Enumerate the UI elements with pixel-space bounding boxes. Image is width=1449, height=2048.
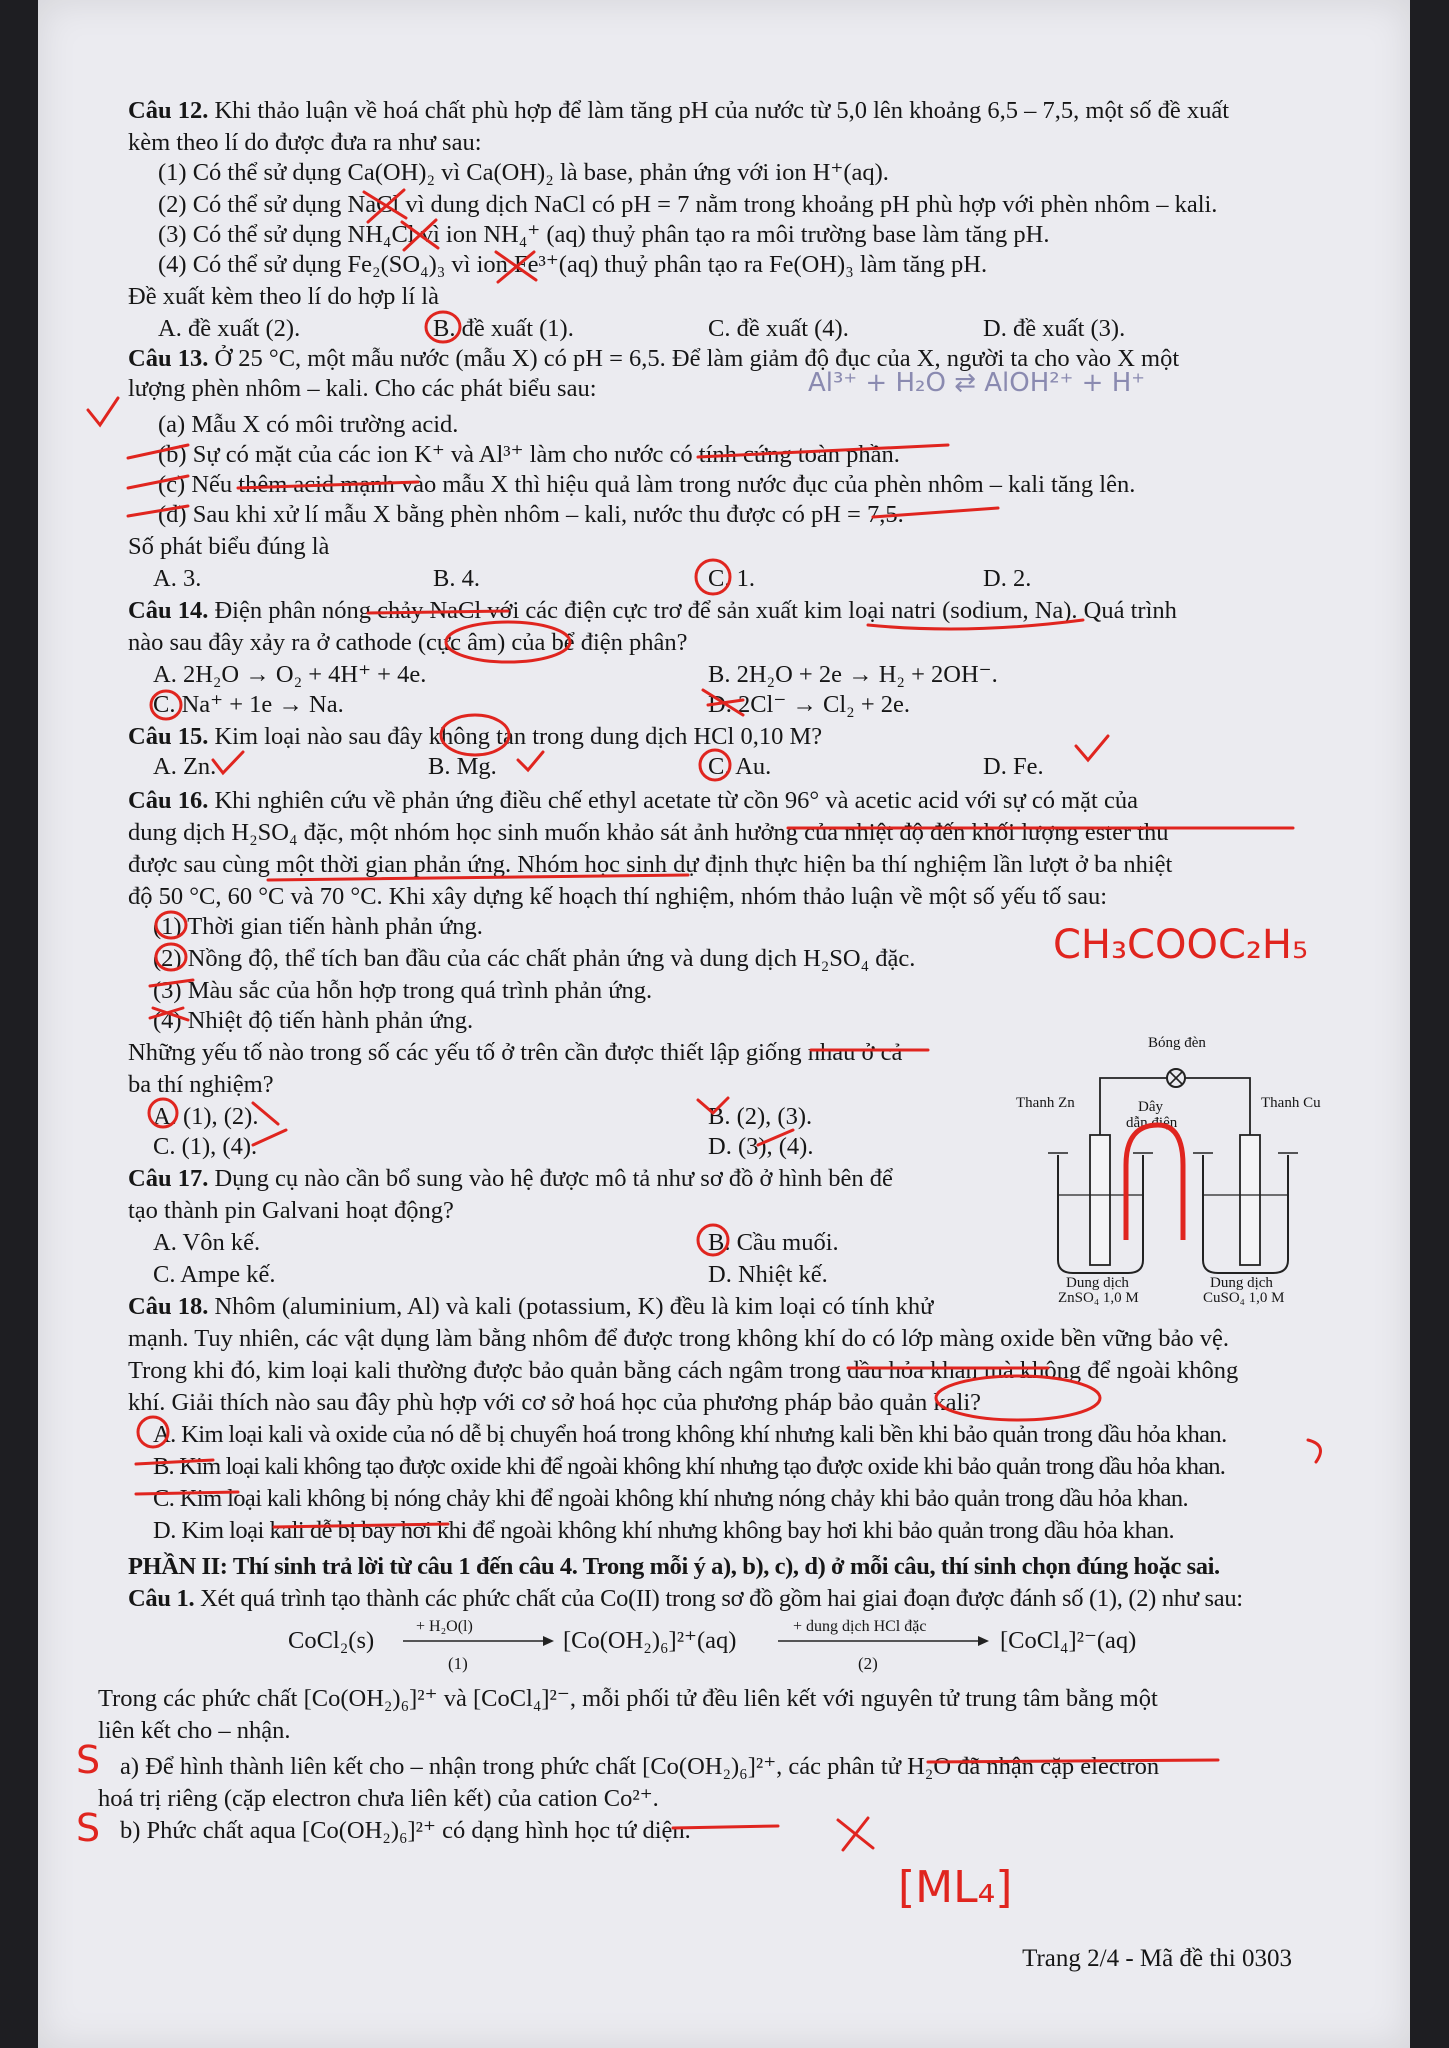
q13-option-d: D. 2. (983, 565, 1032, 592)
q14-option-a: A. 2H₂O → O₂ + 4H⁺ + 4e. (153, 661, 427, 688)
figure-label-solution-1-formula: ZnSO₄ 1,0 M (1058, 1290, 1139, 1306)
q18-text-2: mạnh. Tuy nhiên, các vật dụng làm bằng nhôm để được trong không khí do có lớp màng oxide bền vững bảo vệ. (128, 1325, 1230, 1352)
q12-proposal-2: (2) Có thể sử dụng NaCl vì dung dịch NaCl có pH = 7 nằm trong khoảng pH phù hợp với phèn nhôm – kali. (158, 191, 1218, 218)
q16-text-1: Câu 16. Khi nghiên cứu về phản ứng điều chế ethyl acetate từ cồn 96° và acetic acid với sự có mặt của (128, 787, 1138, 814)
q16-text-2: dung dịch H₂SO₄ đặc, một nhóm học sinh muốn khảo sát ảnh hưởng của nhiệt độ đến khối lượng ester thu (128, 819, 1169, 846)
q15-option-a: A. Zn. (153, 753, 217, 780)
q12-proposal-3: (3) Có thể sử dụng NH₄Cl vì ion NH₄⁺ (aq) thuỷ phân tạo ra môi trường base làm tăng pH. (158, 221, 1050, 248)
q17-option-d: D. Nhiệt kế. (708, 1261, 828, 1288)
eq-product: [CoCl₄]²⁻(aq) (1000, 1627, 1137, 1654)
eq-arrow2-top: + dung dịch HCl đặc (793, 1618, 927, 1635)
q16-text-3: được sau cùng một thời gian phản ứng. Nhóm học sinh dự định thực hiện ba thí nghiệm lần lượt ở ba nhiệt (128, 851, 1173, 878)
handwritten-false-b: S (76, 1806, 101, 1850)
q13-option-c: C. 1. (708, 565, 755, 592)
q12-proposal-4: (4) Có thể sử dụng Fe₂(SO₄)₃ vì ion Fe³⁺(aq) thuỷ phân tạo ra Fe(OH)₃ làm tăng pH. (158, 251, 988, 278)
q16-factor-3: (3) Màu sắc của hỗn hợp trong quá trình phản ứng. (153, 977, 653, 1004)
eq-intermediate: [Co(OH₂)₆]²⁺(aq) (563, 1627, 737, 1654)
figure-label-wire-1: Dây (1138, 1099, 1163, 1115)
q17-option-b: B. Cầu muối. (708, 1229, 839, 1256)
figure-label-cu: Thanh Cu (1261, 1095, 1321, 1111)
part2-q1-text-1: Trong các phức chất [Co(OH₂)₆]²⁺ và [CoCl₄]²⁻, mỗi phối tử đều liên kết với nguyên tử trung tâm bằng một (98, 1685, 1158, 1712)
q13-intro-2: lượng phèn nhôm – kali. Cho các phát biểu sau: (128, 375, 597, 402)
q12-option-b: B. đề xuất (1). (433, 315, 574, 342)
q17-text-1: Câu 17. Dụng cụ nào cần bổ sung vào hệ được mô tả như sơ đồ ở hình bên để (128, 1165, 893, 1192)
q18-option-b: B. Kim loại kali không tạo được oxide khi để ngoài không khí nhưng tạo được oxide khi bảo quản trong dầu hỏa khan. (153, 1453, 1226, 1480)
circle-answer-q14 (151, 691, 181, 719)
q13-option-a: A. 3. (153, 565, 202, 592)
q12-option-c: C. đề xuất (4). (708, 315, 849, 342)
q13-statement-d: (d) Sau khi xử lí mẫu X bằng phèn nhôm – kali, nước thu được có pH = 7,5. (158, 501, 904, 528)
page-footer: Trang 2/4 - Mã đề thi 0303 (1022, 1945, 1292, 1972)
figure-label-wire-2: dẫn điện (1126, 1115, 1178, 1131)
part2-q1-statement-a-1: a) Để hình thành liên kết cho – nhận trong phức chất [Co(OH₂)₆]²⁺, các phân tử H₂O đã nhận cặp electron (120, 1753, 1160, 1780)
q14-option-b: B. 2H₂O + 2e → H₂ + 2OH⁻. (708, 661, 998, 688)
circle-answer-q13 (696, 560, 730, 594)
exam-page (38, 0, 1410, 2048)
q12-option-d: D. đề xuất (3). (983, 315, 1126, 342)
handwritten-marks (38, 0, 1410, 2048)
eq-arrow1-bottom: (1) (448, 1654, 468, 1673)
q18-text-3: Trong khi đó, kim loại kali thường được bảo quản bằng cách ngâm trong dầu hỏa khan mà không để ngoài không (128, 1357, 1239, 1384)
figure-label-zn: Thanh Zn (1016, 1095, 1075, 1111)
part2-q1-text-2: liên kết cho – nhận. (98, 1717, 291, 1744)
circle-answer-q17 (698, 1225, 728, 1255)
q13-statement-b: (b) Sự có mặt của các ion K⁺ và Al³⁺ làm cho nước có tính cứng toàn phần. (158, 441, 900, 468)
q14-intro-1: Câu 14. Điện phân nóng chảy NaCl với các điện cực trơ để sản xuất kim loại natri (sodium, Na). Quá trình (128, 597, 1177, 624)
circle-answer-q16 (149, 1099, 177, 1127)
q15-intro: Câu 15. Kim loại nào sau đây không tan trong dung dịch HCl 0,10 M? (128, 723, 823, 750)
q16-option-d: D. (3), (4). (708, 1133, 814, 1160)
handwritten-equation: Al³⁺ + H₂O ⇄ AlOH²⁺ + H⁺ (808, 368, 1145, 398)
circle-answer-q15 (700, 750, 730, 780)
q16-option-c: C. (1), (4). (153, 1133, 258, 1160)
eq-arrow2-bottom: (2) (858, 1654, 878, 1673)
figure-label-solution-1: Dung dịch (1066, 1275, 1129, 1291)
q13-question: Số phát biểu đúng là (128, 533, 330, 560)
figure-label-solution-2: Dung dịch (1210, 1275, 1273, 1291)
q13-intro-1: Câu 13. Ở 25 °C, một mẫu nước (mẫu X) có pH = 6,5. Để làm giảm độ đục của X, người ta cho vào X một (128, 345, 1180, 372)
circle-answer-q18 (138, 1417, 168, 1447)
q13-statement-c: (c) Nếu thêm acid mạnh vào mẫu X thì hiệu quả làm trong nước đục của phèn nhôm – kali tăng lên. (158, 471, 1136, 498)
q17-text-2: tạo thành pin Galvani hoạt động? (128, 1197, 454, 1224)
q12-question: Đề xuất kèm theo lí do hợp lí là (128, 283, 439, 310)
q18-text-1: Câu 18. Nhôm (aluminium, Al) và kali (potassium, K) đều là kim loại có tính khử (128, 1293, 934, 1320)
q18-text-4: khí. Giải thích nào sau đây phù hợp với cơ sở hoá học của phương pháp bảo quản kali? (128, 1389, 982, 1416)
q12-proposal-1: (1) Có thể sử dụng Ca(OH)₂ vì Ca(OH)₂ là base, phản ứng với ion H⁺(aq). (158, 159, 889, 186)
q16-text-4: độ 50 °C, 60 °C và 70 °C. Khi xây dựng kế hoạch thí nghiệm, nhóm thảo luận về một số yếu tố sau: (128, 883, 1108, 910)
q16-option-a: A. (1), (2). (153, 1103, 259, 1130)
handwritten-false-a: S (76, 1738, 101, 1782)
q15-option-b: B. Mg. (428, 753, 497, 780)
q18-option-c: C. Kim loại kali không bị nóng chảy khi để ngoài không khí nhưng nóng chảy khi bảo quản trong dầu hỏa khan. (153, 1485, 1189, 1512)
handwritten-ester-formula: CH₃COOC₂H₅ (1053, 922, 1309, 968)
q12-intro-2: kèm theo lí do được đưa ra như sau: (128, 129, 482, 156)
q18-option-a: A. Kim loại kali và oxide của nó dễ bị chuyển hoá trong không khí nhưng kali bền khi bảo quản trong dầu hỏa khan. (153, 1421, 1227, 1448)
q16-factor-4: (4) Nhiệt độ tiến hành phản ứng. (153, 1007, 474, 1034)
part2-q1-statement-a-2: hoá trị riêng (cặp electron chưa liên kết) của cation Co²⁺. (98, 1785, 659, 1812)
q13-statement-a: (a) Mẫu X có môi trường acid. (158, 411, 459, 438)
q18-option-d: D. Kim loại kali dễ bị bay hơi khi để ngoài không khí nhưng không bay hơi khi bảo quản trong dầu hỏa khan. (153, 1517, 1175, 1544)
q14-intro-2: nào sau đây xảy ra ở cathode (cực âm) của bể điện phân? (128, 629, 688, 656)
q13-option-b: B. 4. (433, 565, 480, 592)
handwritten-ml4: [ML₄] (898, 1862, 1013, 1913)
q15-option-c: C. Au. (708, 753, 772, 780)
q15-option-d: D. Fe. (983, 753, 1044, 780)
circle-answer-q12 (426, 312, 460, 342)
part2-header: PHẦN II: Thí sinh trả lời từ câu 1 đến câu 4. Trong mỗi ý a), b), c), d) ở mỗi câu, thí sinh chọn đúng hoặc sai. (128, 1553, 1220, 1580)
q12-intro-1: Câu 12. Khi thảo luận về hoá chất phù hợp để làm tăng pH của nước từ 5,0 lên khoảng 6,5 – 7,5, một số đề xuất (128, 97, 1230, 124)
q17-option-a: A. Vôn kế. (153, 1229, 261, 1256)
q12-option-a: A. đề xuất (2). (158, 315, 301, 342)
q14-option-c: C. Na⁺ + 1e → Na. (153, 691, 344, 718)
eq-arrow1-top: + H₂O(l) (416, 1618, 473, 1635)
part2-q1-statement-b: b) Phức chất aqua [Co(OH₂)₆]²⁺ có dạng hình học tứ diện. (120, 1817, 691, 1844)
q16-question-2: ba thí nghiệm? (128, 1071, 274, 1098)
q16-factor-2: (2) Nồng độ, thể tích ban đầu của các chất phản ứng và dung dịch H₂SO₄ đặc. (153, 945, 916, 972)
q16-factor-1: (1) Thời gian tiến hành phản ứng. (153, 913, 483, 940)
figure-label-bulb: Bóng đèn (1148, 1035, 1206, 1051)
q14-option-d: D. 2Cl⁻ → Cl₂ + 2e. (708, 691, 911, 718)
eq-reactant: CoCl₂(s) (288, 1627, 375, 1654)
q17-option-c: C. Ampe kế. (153, 1261, 276, 1288)
figure-label-solution-2-formula: CuSO₄ 1,0 M (1203, 1290, 1285, 1306)
q16-question-1: Những yếu tố nào trong số các yếu tố ở trên cần được thiết lập giống nhau ở cả (128, 1039, 903, 1066)
part2-q1-intro: Câu 1. Xét quá trình tạo thành các phức chất của Co(II) trong sơ đồ gồm hai giai đoạn được đánh số (1), (2) như sau: (128, 1585, 1243, 1612)
q16-option-b: B. (2), (3). (708, 1103, 813, 1130)
